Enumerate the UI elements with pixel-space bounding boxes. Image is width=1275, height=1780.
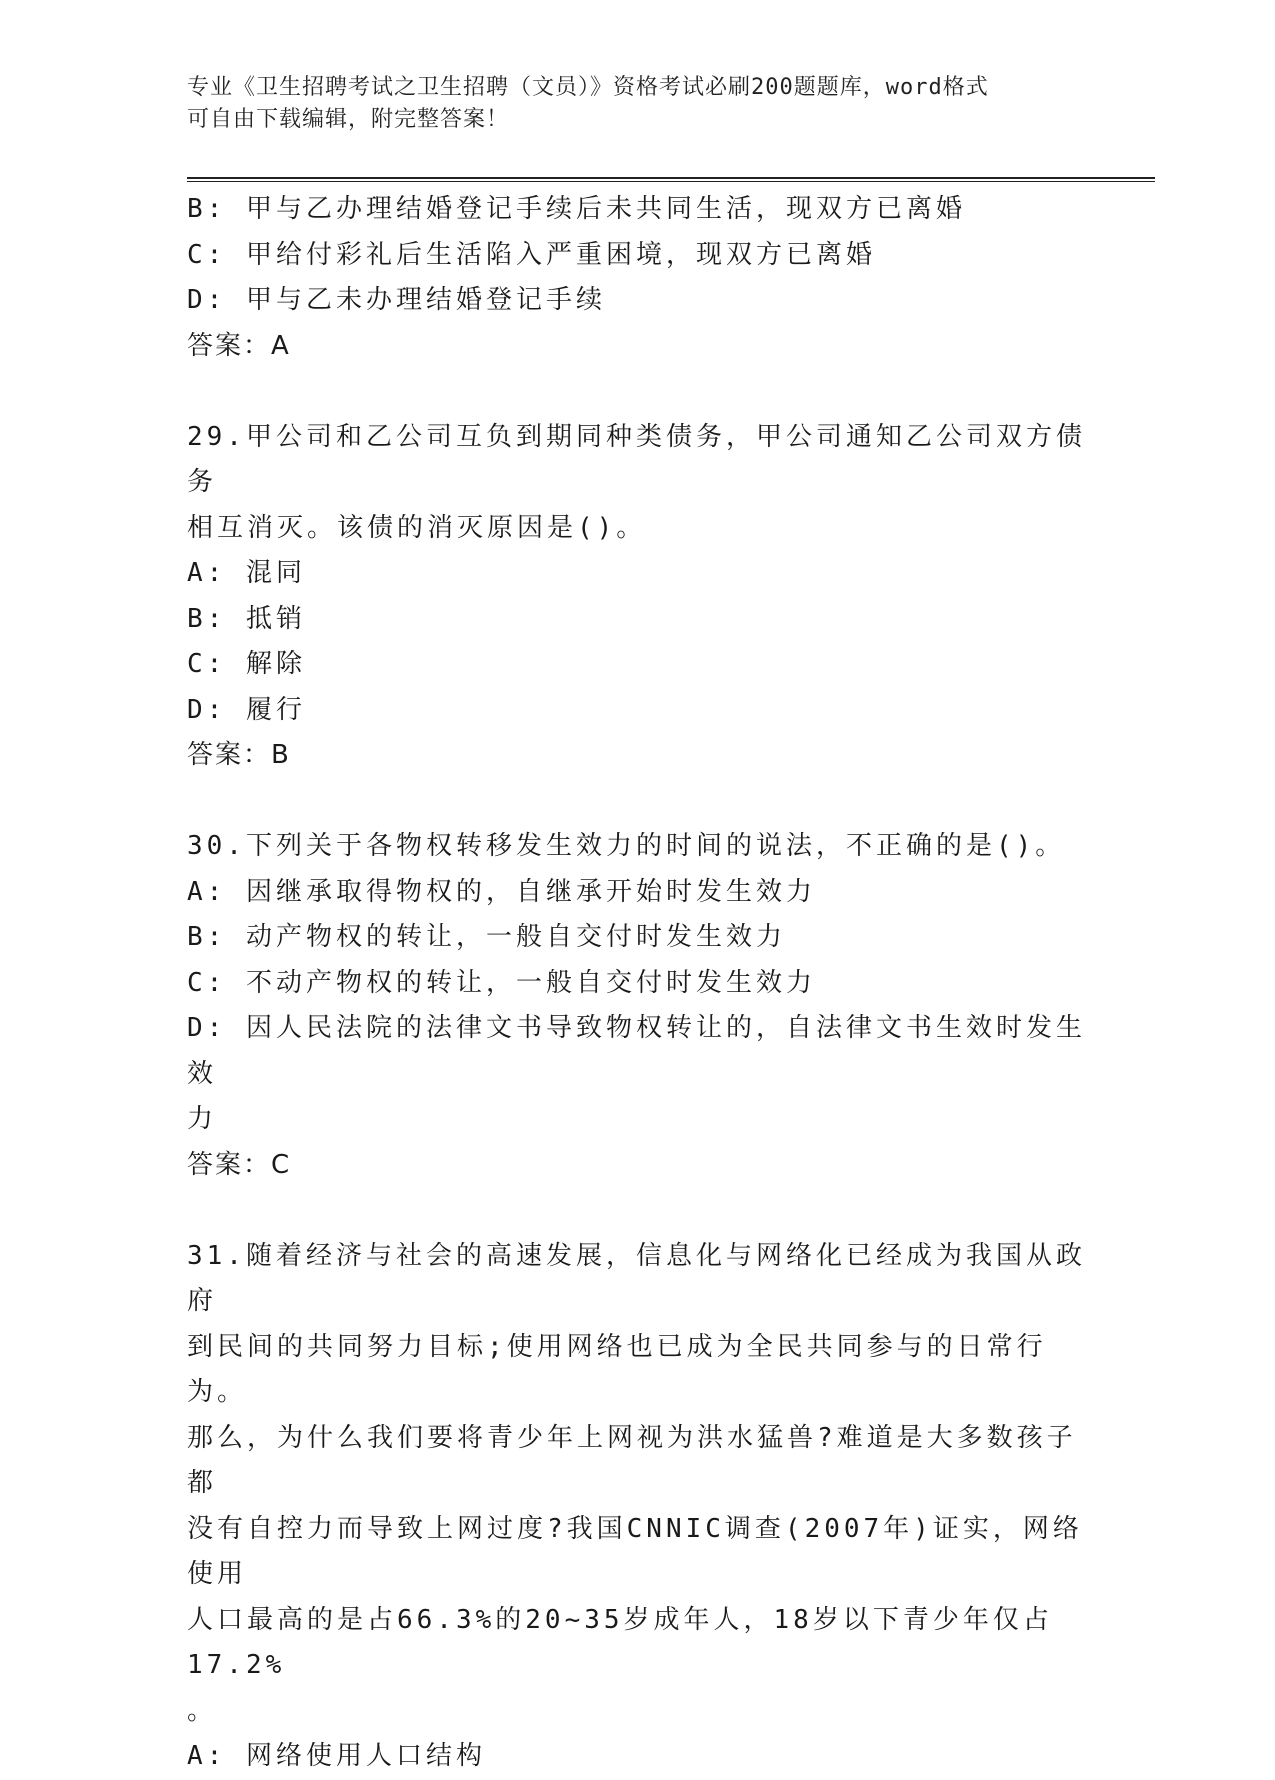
option-b: B: 抵销 <box>187 603 306 634</box>
question-stem-line: 31.随着经济与社会的高速发展，信息化与网络化已经成为我国从政府 <box>187 1240 1086 1316</box>
question-31 <box>187 1234 1087 1780</box>
option-d-continued: 力 <box>187 1104 218 1134</box>
answer-label: 答案：B <box>187 740 291 770</box>
question-stem-line: 那么，为什么我们要将青少年上网视为洪水猛兽?难道是大多数孩子都 <box>187 1422 1077 1498</box>
question-stem-line: 29.甲公司和乙公司互负到期同种类债务，甲公司通知乙公司双方债务 <box>187 421 1086 497</box>
page-header <box>187 72 1067 136</box>
question-content <box>187 187 1087 1780</box>
header-title-line-1: 专业《卫生招聘考试之卫生招聘（文员）》资格考试必刷200题题库，word格式 <box>187 75 989 100</box>
question-29 <box>187 415 1087 779</box>
spacer <box>187 1188 1087 1234</box>
option-a: A: 网络使用人口结构 <box>187 1741 486 1771</box>
option-c: C: 甲给付彩礼后生活陷入严重困境，现双方已离婚 <box>187 239 876 270</box>
answer-label: 答案：A <box>187 330 291 361</box>
option-a: A: 因继承取得物权的，自继承开始时发生效力 <box>187 876 816 907</box>
header-divider <box>187 177 1155 182</box>
question-stem-line: 没有自控力而导致上网过度?我国CNNIC调查(2007年)证实，网络使用 <box>187 1513 1083 1589</box>
option-c: C: 不动产物权的转让，一般自交付时发生效力 <box>187 967 816 998</box>
question-stem-line: 30.下列关于各物权转移发生效力的时间的说法，不正确的是()。 <box>187 831 1066 861</box>
question-stem-line: 。 <box>187 1695 218 1726</box>
option-b: B: 甲与乙办理结婚登记手续后未共同生活，现双方已离婚 <box>187 194 966 224</box>
question-stem-line: 到民间的共同努力目标;使用网络也已成为全民共同参与的日常行为。 <box>187 1331 1047 1407</box>
option-a: A: 混同 <box>187 558 306 588</box>
option-d: D: 甲与乙未办理结婚登记手续 <box>187 285 606 315</box>
option-d: D: 履行 <box>187 694 306 725</box>
answer-label: 答案：C <box>187 1149 292 1180</box>
option-c: C: 解除 <box>187 649 306 679</box>
spacer <box>187 779 1087 825</box>
option-b: B: 动产物权的转让，一般自交付时发生效力 <box>187 922 786 952</box>
question-28-continued <box>187 187 1087 369</box>
question-stem-line: 相互消灭。该债的消灭原因是()。 <box>187 512 647 543</box>
option-d: D: 因人民法院的法律文书导致物权转让的，自法律文书生效时发生效 <box>187 1013 1086 1089</box>
question-30 <box>187 824 1087 1188</box>
spacer <box>187 369 1087 415</box>
question-stem-line: 人口最高的是占66.3%的20~35岁成年人，18岁以下青少年仅占17.2% <box>187 1604 1053 1680</box>
header-title-line-2: 可自由下载编辑，附完整答案！ <box>187 107 510 132</box>
